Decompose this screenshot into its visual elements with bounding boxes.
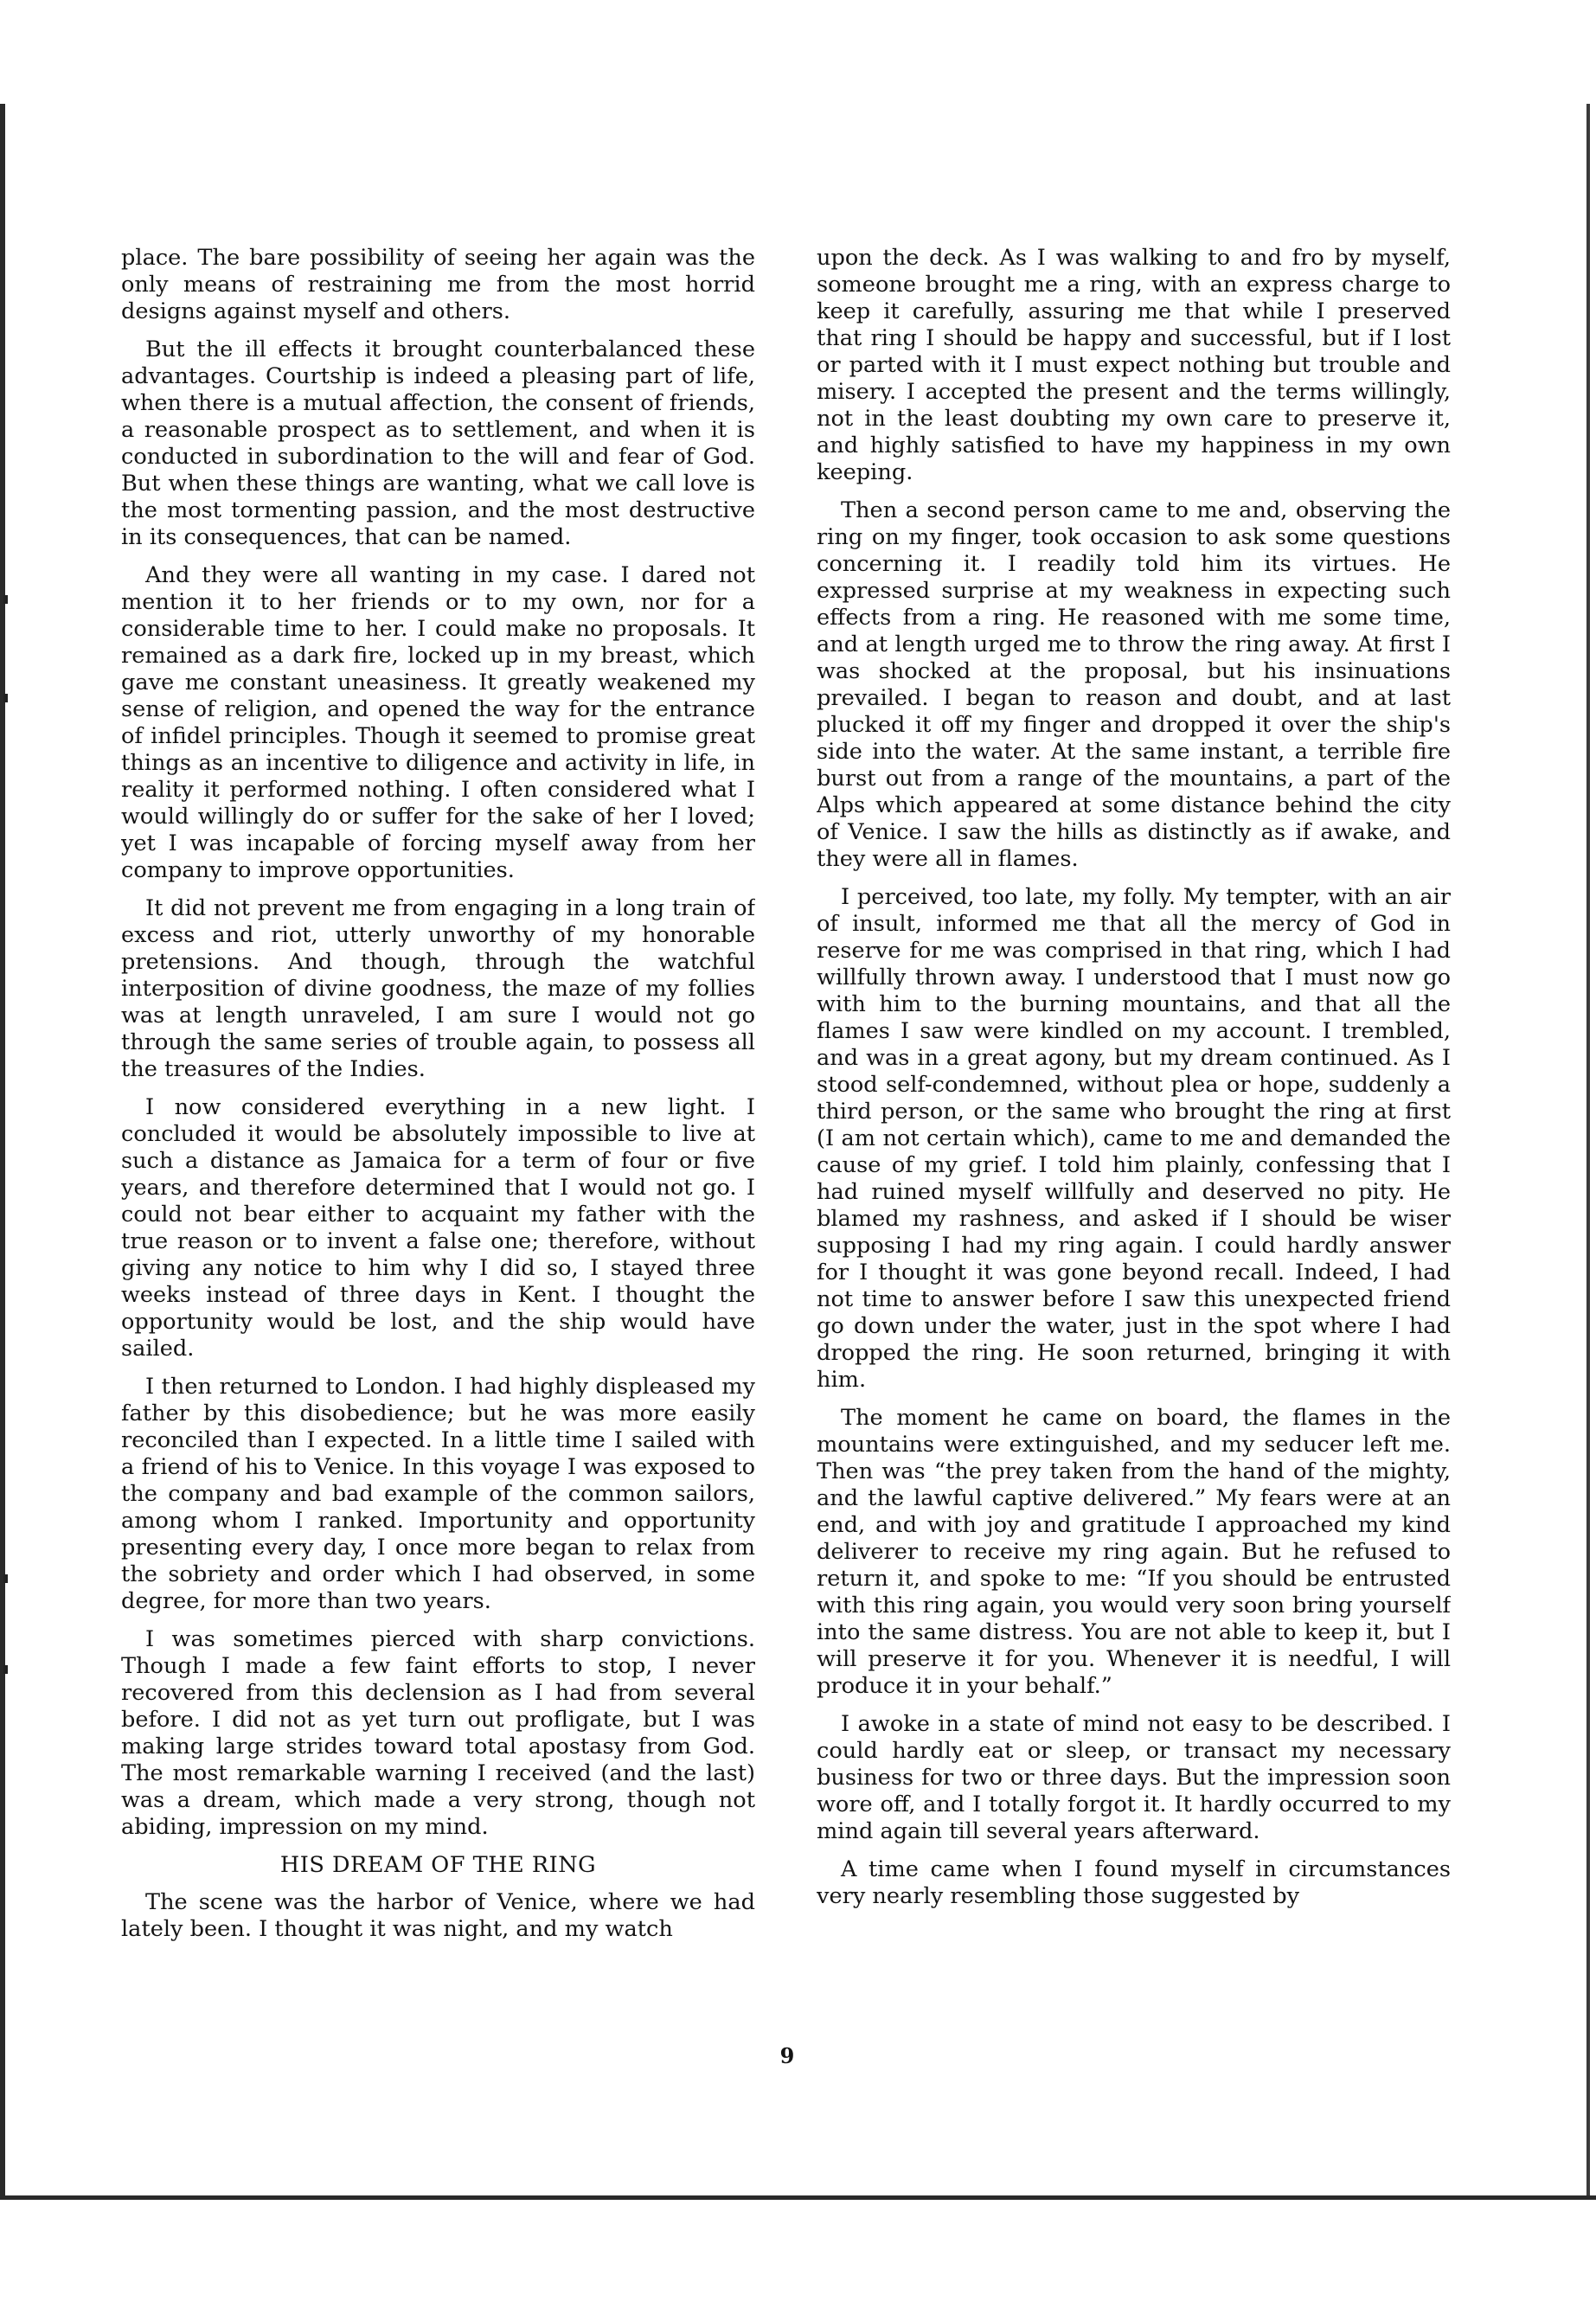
page-left-edge [0, 104, 5, 2197]
paragraph: I was sometimes pierced with sharp convictions. Though I made a few faint efforts to stop, I never recovered from this declension as I had from several before. I did not as yet turn out profligate, but I was making large strides toward total apostasy from God. The most remarkable warning I received (and the last) was a dream, which made a very strong, though not abiding, impression on my mind. [121, 1626, 755, 1840]
paragraph: The scene was the harbor of Venice, where we had lately been. I thought it was night, and my watch [121, 1889, 755, 1942]
paragraph: I now considered everything in a new light. I concluded it would be absolutely impossible to live at such a distance as Jamaica for a term of four or five years, and therefore determined that I would not go. I could not bear either to acquaint my father with the true reason or to invent a false one; therefore, without giving any notice to him why I did so, I stayed three weeks instead of three days in Kent. I thought the opportunity would be lost, and the ship would have sailed. [121, 1094, 755, 1362]
left-text-column [121, 245, 755, 2040]
paragraph: upon the deck. As I was walking to and fro by myself, someone brought me a ring, with an express charge to keep it carefully, assuring me that while I preserved that ring I should be happy and successful, but if I lost or parted with it I must expect nothing but trouble and misery. I accepted the present and the terms willingly, not in the least doubting my own care to preserve it, and highly satisfied to have my happiness in my own keeping. [817, 245, 1451, 485]
paragraph: But the ill effects it brought counterbalanced these advantages. Courtship is indeed a pleasing part of life, when there is a mutual affection, the consent of friends, a reasonable prospect as to settlement, and when it is conducted in subordination to the will and fear of God. But when these things are wanting, what we call love is the most tormenting passion, and the most destructive in its consequences, that can be named. [121, 336, 755, 550]
paragraph: It did not prevent me from engaging in a long train of excess and riot, utterly unworthy of my honorable pretensions. And though, through the watchful interposition of divine goodness, the maze of my follies was at length unraveled, I am sure I would not go through the same series of trouble again, to possess all the treasures of the Indies. [121, 895, 755, 1082]
margin-mark [3, 694, 8, 702]
paragraph: And they were all wanting in my case. I dared not mention it to her friends or to my own, nor for a considerable time to her. I could make no proposals. It remained as a dark fire, locked up in my breast, which gave me constant uneasiness. It greatly weakened my sense of religion, and opened the way for the entrance of infidel principles. Though it seemed to promise great things as an incentive to diligence and activity in life, in reality it performed nothing. I often considered what I would willingly do or suffer for the sake of her I loved; yet I was incapable of forcing myself away from her company to improve opportunities. [121, 562, 755, 883]
paragraph: Then a second person came to me and, observing the ring on my finger, took occasion to ask some questions concerning it. I readily told him its virtues. He expressed surprise at my weakness in expecting such effects from a ring. He reasoned with me some time, and at length urged me to throw the ring away. At first I was shocked at the proposal, but his insinuations prevailed. I began to reason and doubt, and at last plucked it off my finger and dropped it over the ship's side into the water. At the same instant, a terrible fire burst out from a range of the mountains, a part of the Alps which appeared at some distance behind the city of Venice. I saw the hills as distinctly as if awake, and they were all in flames. [817, 497, 1451, 872]
paragraph: I perceived, too late, my folly. My tempter, with an air of insult, informed me that all the mercy of God in reserve for me was comprised in that ring, which I had willfully thrown away. I understood that I must now go with him to the burning mountains, and that all the flames I saw were kindled on my account. I trembled, and was in a great agony, but my dream continued. As I stood self-condemned, without plea or hope, suddenly a third person, or the same who brought the ring at first (I am not certain which), came to me and demanded the cause of my grief. I told him plainly, confessing that I had ruined myself willfully and deserved no pity. He blamed my rashness, and asked if I should be wiser supposing I had my ring again. I could hardly answer for I thought it was gone beyond recall. Indeed, I had not time to answer before I saw this unexpected friend go down under the water, just in the spot where I had dropped the ring. He soon returned, bringing it with him. [817, 884, 1451, 1393]
margin-mark [3, 1665, 8, 1674]
page-number: 9 [779, 2043, 795, 2068]
margin-mark [3, 1574, 8, 1583]
paragraph: place. The bare possibility of seeing her again was the only means of restraining me from the most horrid designs against myself and others. [121, 245, 755, 324]
paragraph: I awoke in a state of mind not easy to be described. I could hardly eat or sleep, or transact my necessary business for two or three days. But the impression soon wore off, and I totally forgot it. It hardly occurred to my mind again till several years afterward. [817, 1711, 1451, 1844]
page-bottom-edge [0, 2195, 1596, 2200]
section-heading: HIS DREAM OF THE RING [279, 1852, 597, 1878]
page-right-edge [1586, 104, 1590, 2197]
margin-mark [3, 595, 8, 604]
paragraph: I then returned to London. I had highly displeased my father by this disobedience; but he was more easily reconciled than I expected. In a little time I sailed with a friend of his to Venice. In this voyage I was exposed to the company and bad example of the common sailors, among whom I ranked. Importunity and opportunity presenting every day, I once more began to relax from the sobriety and order which I had observed, in some degree, for more than two years. [121, 1374, 755, 1614]
paragraph: A time came when I found myself in circumstances very nearly resembling those suggested by [817, 1856, 1451, 1909]
right-text-column [817, 245, 1451, 2040]
paragraph: The moment he came on board, the flames in the mountains were extinguished, and my seducer left me. Then was “the prey taken from the hand of the mighty, and the lawful captive delivered.” My fears were at an end, and with joy and gratitude I approached my kind deliverer to receive my ring again. But he refused to return it, and spoke to me: “If you should be entrusted with this ring again, you would very soon bring yourself into the same distress. You are not able to keep it, but I will preserve it for you. Whenever it is needful, I will produce it in your behalf.” [817, 1405, 1451, 1699]
